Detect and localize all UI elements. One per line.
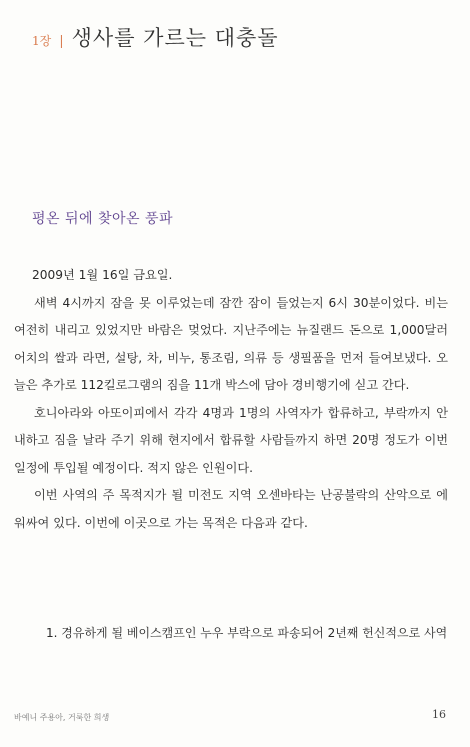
chapter-title: 생사를 가르는 대충돌: [71, 26, 279, 50]
section-title: 평온 뒤에 찾아온 풍파: [32, 211, 174, 227]
list-item-1: 1. 경유하게 될 베이스캠프인 누우 부락으로 파송되어 2년째 헌신적으로 사역: [46, 626, 448, 640]
chapter-separator: |: [59, 34, 64, 49]
paragraph-3: 이번 사역의 주 목적지가 될 미전도 지역 오센바타는 난공불락의 산악으로 에워싸여 있다. 이번에 이곳으로 가는 목적은 다음과 같다.: [14, 488, 448, 530]
chapter-header: [32, 22, 279, 52]
footer-book-title: 바예니 주용아, 거룩한 희생: [14, 713, 110, 722]
chapter-number: 1장: [32, 34, 52, 48]
paragraph-1: 새벽 4시까지 잠을 못 이루었는데 잠깐 잠이 들었는지 6시 30분이었다. 비는 여전히 내리고 있었지만 바람은 멎었다. 지난주에는 뉴질랜드 돈으로 1,000달러어치의 쌀과 라면, 설탕, 차, 비누, 통조림, 의류 등 생필품을 먼저 들여보냈다. 오늘은 추가로 112킬로그램의 짐을 11개 박스에 담아 경비행기에 싣고 간다.: [14, 295, 448, 392]
body-text: [14, 262, 448, 537]
diary-date: 2009년 1월 16일 금요일.: [32, 268, 173, 282]
page-number: 16: [432, 708, 446, 721]
paragraph-2: 호니아라와 아또이피에서 각각 4명과 1명의 사역자가 합류하고, 부락까지 안내하고 짐을 날라 주기 위해 현지에서 합류할 사람들까지 하면 20명 정도가 이번 일정에 투입될 예정이다. 적지 않은 인원이다.: [14, 405, 448, 475]
